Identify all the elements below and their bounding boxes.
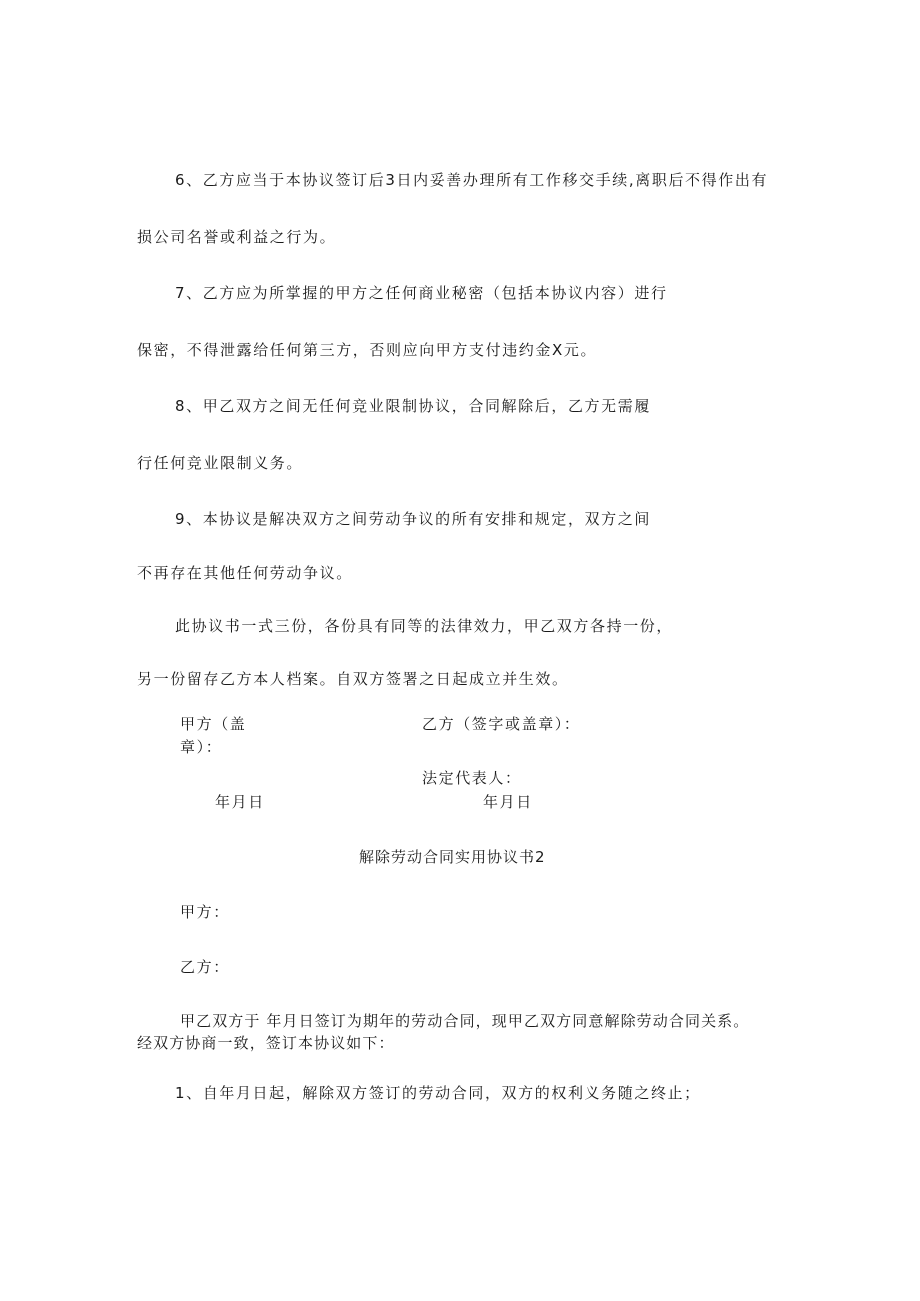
clause-7-line-1: 7、乙方应为所掌握的甲方之任何商业秘密（包括本协议内容）进行 xyxy=(175,284,668,302)
party-a-label: 甲方： xyxy=(180,903,230,921)
clause-8-line-1: 8、甲乙双方之间无任何竞业限制协议，合同解除后，乙方无需履 xyxy=(175,397,651,415)
closing-line-1: 此协议书一式三份，各份具有同等的法律效力，甲乙双方各持一份， xyxy=(175,617,674,635)
clause-9-line-2: 不再存在其他任何劳动争议。 xyxy=(137,564,353,582)
party-a-seal-label: 甲方（盖 xyxy=(180,715,247,733)
party-b-label: 乙方： xyxy=(180,958,230,976)
clause-7-line-2: 保密，不得泄露给任何第三方，否则应向甲方支付违约金X元。 xyxy=(137,341,598,359)
clause-6-line-2: 损公司名誉或利益之行为。 xyxy=(137,228,337,246)
clause-8-line-2: 行任何竞业限制义务。 xyxy=(137,454,304,472)
intro-line-1: 甲乙双方于 年月日签订为期年的劳动合同，现甲乙双方同意解除劳动合同关系。 xyxy=(180,1012,750,1030)
second-doc-clause-1: 1、自年月日起，解除双方签订的劳动合同，双方的权利义务随之终止； xyxy=(175,1084,701,1102)
clause-9-line-1: 9、本协议是解决双方之间劳动争议的所有安排和规定，双方之间 xyxy=(175,510,651,528)
party-a-seal-label-cont: 章）： xyxy=(180,738,223,756)
legal-representative-label: 法定代表人： xyxy=(422,769,522,787)
clause-6-line-1: 6、乙方应当于本协议签订后3日内妥善办理所有工作移交手续,离职后不得作出有 xyxy=(175,171,769,189)
document-title: 解除劳动合同实用协议书2 xyxy=(359,848,546,866)
closing-line-2: 另一份留存乙方本人档案。自双方签署之日起成立并生效。 xyxy=(137,670,569,688)
intro-line-2: 经双方协商一致，签订本协议如下： xyxy=(137,1034,395,1052)
party-b-date: 年月日 xyxy=(483,793,533,811)
party-a-date: 年月日 xyxy=(215,793,265,811)
party-b-sign-label: 乙方（签字或盖章）： xyxy=(422,715,581,733)
